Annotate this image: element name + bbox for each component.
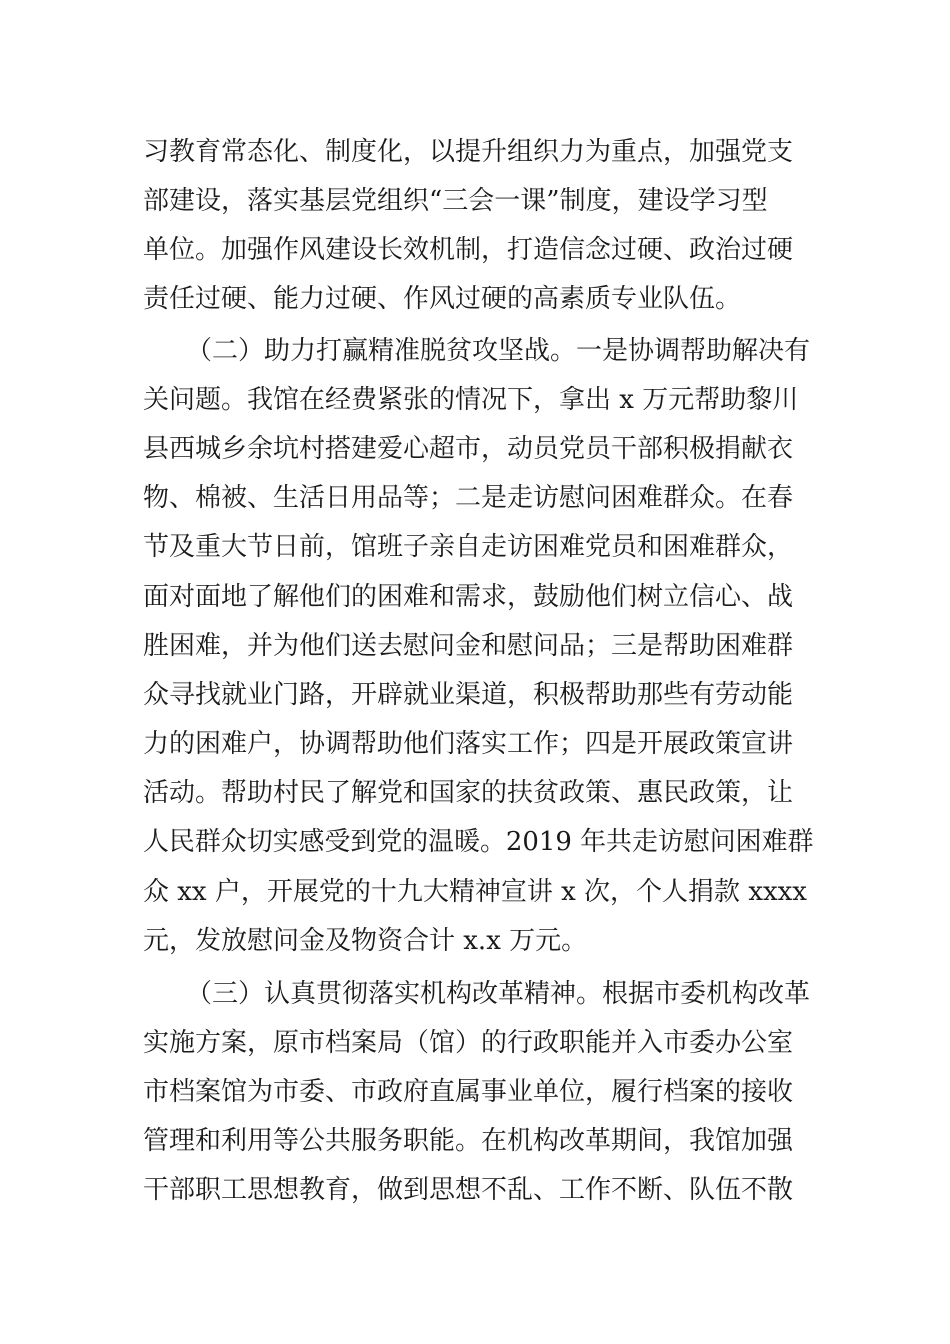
paragraph-2-line-4: 物、棉被、生活日用品等；二是走访慰问困难群众。在春 (143, 483, 794, 513)
paragraph-2-line-10: 活动。帮助村民了解党和国家的扶贫政策、惠民政策，让 (143, 778, 794, 808)
paragraph-2-line-1: （二）助力打赢精准脱贫攻坚战。一是协调帮助解决有 (186, 336, 811, 366)
paragraph-2-line-8: 众寻找就业门路，开辟就业渠道，积极帮助那些有劳动能 (143, 680, 794, 710)
paragraph-1-line-4: 责任过硬、能力过硬、作风过硬的高素质专业队伍。 (143, 284, 742, 314)
paragraph-1-line-3: 单位。加强作风建设长效机制，打造信念过硬、政治过硬 (143, 235, 794, 265)
paragraph-2-line-9: 力的困难户，协调帮助他们落实工作；四是开展政策宣讲 (143, 729, 794, 759)
paragraph-3-line-3: 市档案馆为市委、市政府直属事业单位，履行档案的接收 (143, 1077, 794, 1107)
paragraph-2-line-5: 节及重大节日前，馆班子亲自走访困难党员和困难群众， (143, 532, 794, 562)
paragraph-3-line-2: 实施方案，原市档案局（馆）的行政职能并入市委办公室 (143, 1028, 794, 1058)
paragraph-2-line-12: 众 xx 户，开展党的十九大精神宣讲 x 次，个人捐款 xxxx (143, 877, 807, 907)
paragraph-3-line-4: 管理和利用等公共服务职能。在机构改革期间，我馆加强 (143, 1126, 794, 1156)
paragraph-1-line-2: 部建设，落实基层党组织“三会一课”制度，建设学习型 (143, 186, 768, 216)
paragraph-2-line-6: 面对面地了解他们的困难和需求，鼓励他们树立信心、战 (143, 582, 794, 612)
paragraph-2-line-3: 县西城乡余坑村搭建爱心超市，动员党员干部积极捐献衣 (143, 434, 794, 464)
paragraph-2-line-11: 人民群众切实感受到党的温暖。2019 年共走访慰问困难群 (143, 827, 814, 857)
paragraph-1-line-1: 习教育常态化、制度化，以提升组织力为重点，加强党支 (143, 137, 794, 167)
paragraph-2-line-13: 元，发放慰问金及物资合计 x.x 万元。 (143, 926, 588, 956)
paragraph-2-line-2: 关问题。我馆在经费紧张的情况下，拿出 x 万元帮助黎川 (143, 385, 799, 415)
paragraph-3-line-1: （三）认真贯彻落实机构改革精神。根据市委机构改革 (186, 979, 811, 1009)
paragraph-3-line-5: 干部职工思想教育，做到思想不乱、工作不断、队伍不散 (143, 1175, 794, 1205)
paragraph-2-line-7: 胜困难，并为他们送去慰问金和慰问品；三是帮助困难群 (143, 631, 794, 661)
